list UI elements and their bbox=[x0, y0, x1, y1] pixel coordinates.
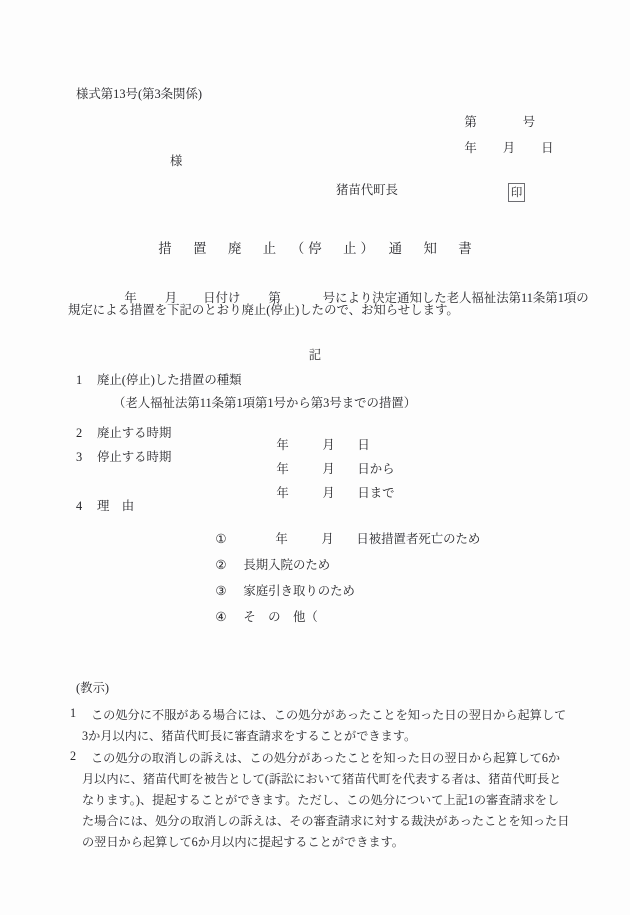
item-2-number: 2 bbox=[76, 426, 83, 440]
form-number: 様式第13号(第3条関係) bbox=[76, 87, 202, 101]
instruction-2-line-1: この処分の取消しの訴えは、この処分があったことを知った日の翌日から起算して6か bbox=[91, 751, 561, 765]
reason-4-text: そ の 他（ bbox=[243, 610, 318, 625]
item-2-year: 年 bbox=[276, 438, 289, 453]
reason-1-month: 月 bbox=[321, 532, 334, 547]
doc-number-label: 第 bbox=[464, 115, 477, 130]
item-4-label: 理 由 bbox=[97, 499, 135, 513]
kijou-marker: 記 bbox=[308, 348, 322, 362]
item-3-number: 3 bbox=[76, 450, 83, 464]
item-3-year-2: 年 bbox=[276, 486, 289, 501]
addressee-honorific: 様 bbox=[170, 154, 183, 168]
doc-number-unit: 号 bbox=[522, 115, 536, 130]
reason-1-text: 日被措置者死亡のため bbox=[356, 532, 481, 547]
document-date-line bbox=[452, 130, 554, 167]
issuer-name: 猪苗代町長 bbox=[336, 183, 398, 197]
seal-stamp-box: 印 bbox=[508, 183, 525, 202]
reason-4-mark: ④ bbox=[215, 610, 227, 625]
reason-3-mark: ③ bbox=[215, 584, 227, 599]
reason-2-mark: ② bbox=[215, 558, 227, 573]
item-3-label: 停止する時期 bbox=[97, 450, 172, 464]
reason-3-text: 家庭引き取りのため bbox=[243, 584, 355, 599]
item-2-label: 廃止する時期 bbox=[97, 426, 172, 440]
body-month: 月 bbox=[164, 291, 178, 306]
reason-2-text: 長期入院のため bbox=[243, 558, 331, 573]
instruction-2-line-3: なります。)、提起することができます。ただし、この処分について上記1の審査請求をし bbox=[82, 793, 560, 807]
item-3-month: 月 bbox=[322, 462, 335, 477]
instruction-2-line-2: 月以内に、猪苗代町を被告として(訴訟において猪苗代町を代表する者は、猪苗代町長と bbox=[82, 772, 562, 786]
instruction-2-number: 2 bbox=[70, 749, 77, 763]
item-3-year: 年 bbox=[276, 462, 289, 477]
item-4-number: 4 bbox=[76, 499, 83, 513]
item-1-number: 1 bbox=[76, 373, 83, 387]
reason-1-mark: ① bbox=[215, 532, 227, 547]
body-year: 年 bbox=[124, 291, 137, 306]
doc-date-month: 月 bbox=[502, 141, 516, 156]
page-title: 措 置 廃 止 （停 止） 通 知 書 bbox=[158, 241, 476, 256]
item-1-sublabel: （老人福祉法第11条第1項第1号から第3号までの措置） bbox=[113, 396, 417, 410]
instruction-2-line-4: た場合には、処分の取消しの訴えは、その審査請求に対する裁決があったことを知った日 bbox=[82, 814, 570, 828]
instruction-1-line-2: 3か月以内に、猪苗代町長に審査請求をすることができます。 bbox=[82, 729, 417, 743]
instruction-1-line-1: この処分に不服がある場合には、この処分があったことを知った日の翌日から起算して bbox=[91, 708, 567, 722]
instructions-heading: (教示) bbox=[76, 681, 110, 695]
body-paragraph-line-2: 規定による措置を下記のとおり廃止(停止)したので、お知らせします。 bbox=[68, 303, 459, 317]
doc-date-year: 年 bbox=[464, 141, 477, 156]
body-number-label: 第 bbox=[268, 291, 281, 306]
reason-1-year: 年 bbox=[275, 532, 288, 547]
instruction-2-line-5: の翌日から起算して6か月以内に提起することができます。 bbox=[82, 835, 404, 849]
item-3-month-2: 月 bbox=[322, 486, 335, 501]
instruction-1-number: 1 bbox=[70, 706, 77, 720]
body-day-suffix: 日付け bbox=[203, 291, 241, 306]
item-1-label: 廃止(停止)した措置の種類 bbox=[97, 373, 242, 387]
body-number-rest: 号により決定通知した老人福祉法第11条第1項の bbox=[322, 291, 589, 306]
item-2-day: 日 bbox=[357, 438, 370, 453]
item-3-date-to-fields bbox=[264, 475, 395, 512]
item-2-month: 月 bbox=[322, 438, 335, 453]
item-3-day-to: 日まで bbox=[357, 486, 395, 501]
reason-option-4[interactable] bbox=[203, 599, 318, 636]
doc-date-day: 日 bbox=[541, 141, 554, 156]
item-3-day-from: 日から bbox=[357, 462, 395, 477]
